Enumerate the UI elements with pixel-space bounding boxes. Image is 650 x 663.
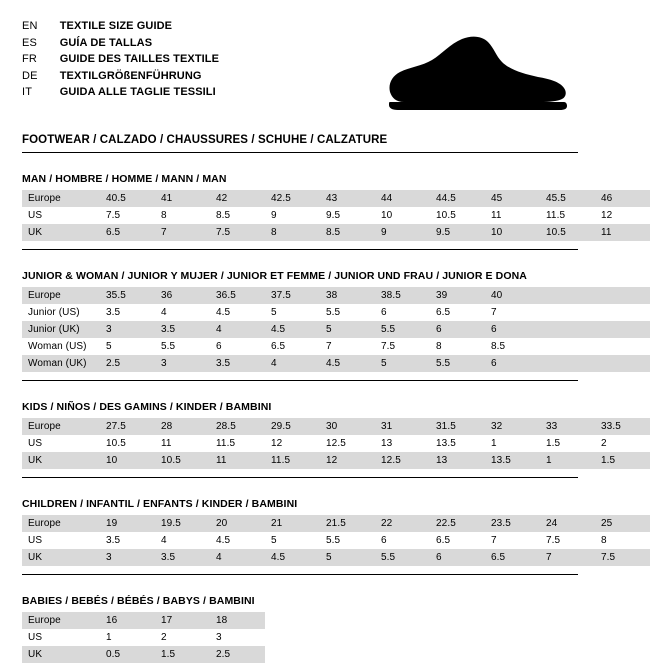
table-row <box>22 549 650 566</box>
size-table-heading: BABIES / BEBÉS / BÉBÉS / BABYS / BAMBINI <box>22 595 255 607</box>
size-cell: 22 <box>375 515 430 532</box>
size-cell: 4.5 <box>210 304 265 321</box>
size-cell: 7.5 <box>210 224 265 241</box>
size-cell: 5.5 <box>430 355 485 372</box>
size-cell: 8 <box>265 224 320 241</box>
size-cell: 8 <box>155 207 210 224</box>
size-cell: 10 <box>485 224 540 241</box>
language-title: TEXTILE SIZE GUIDE <box>59 20 173 32</box>
row-label: Europe <box>22 287 100 304</box>
size-cell: 7.5 <box>375 338 430 355</box>
size-cell: 4 <box>265 355 320 372</box>
row-label: UK <box>22 452 100 469</box>
size-cell: 1 <box>540 452 595 469</box>
size-cell: 5 <box>265 304 320 321</box>
language-row <box>22 84 219 101</box>
language-code: ES <box>22 36 38 49</box>
size-cell: 12.5 <box>375 452 430 469</box>
size-cell: 16 <box>100 612 155 629</box>
size-cell: 3.5 <box>100 532 155 549</box>
size-cell: 8 <box>595 532 650 549</box>
size-cell: 7.5 <box>540 532 595 549</box>
language-row <box>22 68 219 85</box>
size-table-group <box>22 173 613 250</box>
size-cell: 46 <box>595 190 650 207</box>
size-cell: 21.5 <box>320 515 375 532</box>
row-label: Woman (US) <box>22 338 100 355</box>
size-cell: 3.5 <box>100 304 155 321</box>
size-cell: 6 <box>485 355 540 372</box>
size-cell: 10.5 <box>430 207 485 224</box>
row-label: Europe <box>22 515 100 532</box>
size-cell: 6 <box>485 321 540 338</box>
size-cell: 11.5 <box>540 207 595 224</box>
size-cell: 42.5 <box>265 190 320 207</box>
size-table-group <box>22 595 578 663</box>
size-cell: 6 <box>375 304 430 321</box>
size-table-group <box>22 270 578 381</box>
size-cell: 4 <box>210 321 265 338</box>
size-table-heading: MAN / HOMBRE / HOMME / MANN / MAN <box>22 173 227 185</box>
table-row <box>22 207 650 224</box>
size-cell: 7 <box>155 224 210 241</box>
size-cell: 1.5 <box>540 435 595 452</box>
size-cell <box>540 287 595 304</box>
size-cell: 6.5 <box>430 304 485 321</box>
size-table <box>22 287 650 372</box>
table-row <box>22 418 650 435</box>
table-row <box>22 612 265 629</box>
size-cell: 5 <box>100 338 155 355</box>
row-label: Europe <box>22 190 100 207</box>
size-cell: 5 <box>320 549 375 566</box>
size-cell <box>540 321 595 338</box>
size-cell: 10.5 <box>540 224 595 241</box>
divider <box>22 249 578 250</box>
size-cell: 5.5 <box>320 304 375 321</box>
table-row <box>22 304 650 321</box>
size-cell: 24 <box>540 515 595 532</box>
size-cell: 11 <box>155 435 210 452</box>
table-row <box>22 224 650 241</box>
size-cell: 3 <box>210 629 265 646</box>
size-cell: 40 <box>485 287 540 304</box>
size-cell: 6.5 <box>265 338 320 355</box>
size-cell: 10 <box>375 207 430 224</box>
table-row <box>22 629 265 646</box>
size-cell <box>595 287 650 304</box>
divider <box>22 477 578 478</box>
size-cell: 19 <box>100 515 155 532</box>
size-cell: 7 <box>320 338 375 355</box>
language-code: IT <box>22 86 33 98</box>
size-cell: 6 <box>430 549 485 566</box>
size-cell: 31.5 <box>430 418 485 435</box>
dress-shoe-icon <box>382 32 572 118</box>
page-title: FOOTWEAR / CALZADO / CHAUSSURES / SCHUHE / CALZATURE <box>22 134 388 146</box>
size-cell: 8.5 <box>485 338 540 355</box>
size-cell: 21 <box>265 515 320 532</box>
size-cell: 10.5 <box>155 452 210 469</box>
table-row <box>22 515 650 532</box>
size-cell: 17 <box>155 612 210 629</box>
size-cell <box>540 355 595 372</box>
size-cell: 12 <box>320 452 375 469</box>
language-title: GUIDE DES TAILLES TEXTILE <box>59 53 220 65</box>
size-cell: 13.5 <box>430 435 485 452</box>
size-cell: 9 <box>375 224 430 241</box>
size-cell <box>595 321 650 338</box>
size-cell: 30 <box>320 418 375 435</box>
size-cell <box>595 304 650 321</box>
size-cell: 32 <box>485 418 540 435</box>
size-cell: 6 <box>430 321 485 338</box>
size-cell: 11.5 <box>265 452 320 469</box>
size-cell: 4 <box>155 304 210 321</box>
language-title: TEXTILGRÖßENFÜHRUNG <box>59 69 202 82</box>
size-cell: 22.5 <box>430 515 485 532</box>
size-cell: 2 <box>155 629 210 646</box>
size-cell: 8.5 <box>210 207 265 224</box>
size-cell: 6.5 <box>100 224 155 241</box>
document-header <box>22 18 578 118</box>
table-row <box>22 287 650 304</box>
size-cell: 1 <box>485 435 540 452</box>
row-label: UK <box>22 224 100 241</box>
size-cell: 44.5 <box>430 190 485 207</box>
size-cell: 0.5 <box>100 646 155 663</box>
divider <box>22 574 578 575</box>
size-cell: 7.5 <box>100 207 155 224</box>
size-cell: 43 <box>320 190 375 207</box>
size-cell: 33 <box>540 418 595 435</box>
table-row <box>22 355 650 372</box>
size-cell: 3 <box>100 549 155 566</box>
size-cell: 3 <box>100 321 155 338</box>
size-table <box>22 612 265 663</box>
size-cell: 1.5 <box>595 452 650 469</box>
size-cell: 39 <box>430 287 485 304</box>
size-cell: 6.5 <box>430 532 485 549</box>
size-cell: 12 <box>265 435 320 452</box>
size-cell: 4.5 <box>210 532 265 549</box>
language-title: GUIDA ALLE TAGLIE TESSILI <box>59 86 216 98</box>
table-row <box>22 338 650 355</box>
size-tables <box>22 173 621 663</box>
size-cell: 11 <box>210 452 265 469</box>
row-label: Europe <box>22 418 100 435</box>
row-label: Woman (UK) <box>22 355 100 372</box>
size-cell: 25 <box>595 515 650 532</box>
size-cell: 7.5 <box>595 549 650 566</box>
size-cell <box>540 304 595 321</box>
size-cell: 29.5 <box>265 418 320 435</box>
size-cell: 4.5 <box>265 549 320 566</box>
size-cell: 12.5 <box>320 435 375 452</box>
size-table <box>22 418 650 469</box>
size-cell: 4 <box>210 549 265 566</box>
language-row <box>22 35 219 52</box>
size-cell: 7 <box>485 532 540 549</box>
size-cell: 33.5 <box>595 418 650 435</box>
size-cell: 42 <box>210 190 265 207</box>
row-label: Junior (UK) <box>22 321 100 338</box>
language-code: FR <box>22 53 38 65</box>
size-cell: 9.5 <box>320 207 375 224</box>
size-cell <box>540 338 595 355</box>
row-label: UK <box>22 549 100 566</box>
size-cell <box>595 338 650 355</box>
size-table-heading: KIDS / NIÑOS / DES GAMINS / KINDER / BAMBINI <box>22 401 272 413</box>
size-cell: 28.5 <box>210 418 265 435</box>
size-cell: 38 <box>320 287 375 304</box>
size-cell: 4 <box>155 532 210 549</box>
size-cell: 2 <box>595 435 650 452</box>
size-cell: 3 <box>155 355 210 372</box>
table-row <box>22 452 650 469</box>
table-row <box>22 532 650 549</box>
size-table-heading: JUNIOR & WOMAN / JUNIOR Y MUJER / JUNIOR ET FEMME / JUNIOR UND FRAU / JUNIOR E DONA <box>22 270 527 282</box>
size-cell: 19.5 <box>155 515 210 532</box>
size-cell: 4.5 <box>320 355 375 372</box>
size-cell: 3.5 <box>155 321 210 338</box>
row-label: UK <box>22 646 100 663</box>
size-cell: 8.5 <box>320 224 375 241</box>
language-row <box>22 51 219 68</box>
size-table-group <box>22 498 616 575</box>
row-label: US <box>22 629 100 646</box>
size-cell: 6 <box>210 338 265 355</box>
table-row <box>22 190 650 207</box>
size-cell: 6.5 <box>485 549 540 566</box>
size-cell: 13 <box>430 452 485 469</box>
row-label: US <box>22 435 100 452</box>
size-cell: 7 <box>540 549 595 566</box>
language-code: EN <box>22 20 38 32</box>
size-cell: 12 <box>595 207 650 224</box>
size-cell: 3.5 <box>210 355 265 372</box>
size-table <box>22 515 650 566</box>
table-row <box>22 321 650 338</box>
table-row <box>22 435 650 452</box>
size-cell: 36.5 <box>210 287 265 304</box>
size-cell: 5 <box>375 355 430 372</box>
size-cell: 13 <box>375 435 430 452</box>
size-cell: 1.5 <box>155 646 210 663</box>
size-cell: 5 <box>320 321 375 338</box>
size-cell: 9.5 <box>430 224 485 241</box>
size-cell: 2.5 <box>100 355 155 372</box>
size-cell: 41 <box>155 190 210 207</box>
language-code: DE <box>22 69 38 82</box>
size-table-group <box>22 401 621 478</box>
size-cell: 4.5 <box>265 321 320 338</box>
size-cell: 11.5 <box>210 435 265 452</box>
size-cell: 7 <box>485 304 540 321</box>
size-cell: 31 <box>375 418 430 435</box>
size-cell: 28 <box>155 418 210 435</box>
size-cell: 1 <box>100 629 155 646</box>
size-cell: 36 <box>155 287 210 304</box>
size-cell: 13.5 <box>485 452 540 469</box>
size-cell: 9 <box>265 207 320 224</box>
size-cell: 45 <box>485 190 540 207</box>
size-table-heading: CHILDREN / INFANTIL / ENFANTS / KINDER / BAMBINI <box>22 498 298 510</box>
size-cell: 6 <box>375 532 430 549</box>
divider <box>22 380 578 381</box>
row-label: US <box>22 532 100 549</box>
size-cell: 20 <box>210 515 265 532</box>
size-cell: 27.5 <box>100 418 155 435</box>
size-cell: 2.5 <box>210 646 265 663</box>
size-cell: 11 <box>485 207 540 224</box>
size-cell: 40.5 <box>100 190 155 207</box>
language-title: GUÍA DE TALLAS <box>59 36 153 49</box>
row-label: Europe <box>22 612 100 629</box>
size-cell: 10.5 <box>100 435 155 452</box>
size-cell: 37.5 <box>265 287 320 304</box>
size-cell: 45.5 <box>540 190 595 207</box>
row-label: Junior (US) <box>22 304 100 321</box>
size-cell: 44 <box>375 190 430 207</box>
size-cell: 5.5 <box>375 549 430 566</box>
size-cell: 35.5 <box>100 287 155 304</box>
size-cell: 5 <box>265 532 320 549</box>
language-titles <box>22 18 219 101</box>
size-cell: 3.5 <box>155 549 210 566</box>
size-cell: 23.5 <box>485 515 540 532</box>
language-row <box>22 18 219 35</box>
table-row <box>22 646 265 663</box>
size-cell: 8 <box>430 338 485 355</box>
size-cell: 11 <box>595 224 650 241</box>
size-cell: 5.5 <box>320 532 375 549</box>
size-cell: 5.5 <box>375 321 430 338</box>
size-cell: 5.5 <box>155 338 210 355</box>
size-cell: 10 <box>100 452 155 469</box>
size-cell <box>595 355 650 372</box>
row-label: US <box>22 207 100 224</box>
size-cell: 38.5 <box>375 287 430 304</box>
divider <box>22 152 578 153</box>
size-table <box>22 190 650 241</box>
size-cell: 18 <box>210 612 265 629</box>
